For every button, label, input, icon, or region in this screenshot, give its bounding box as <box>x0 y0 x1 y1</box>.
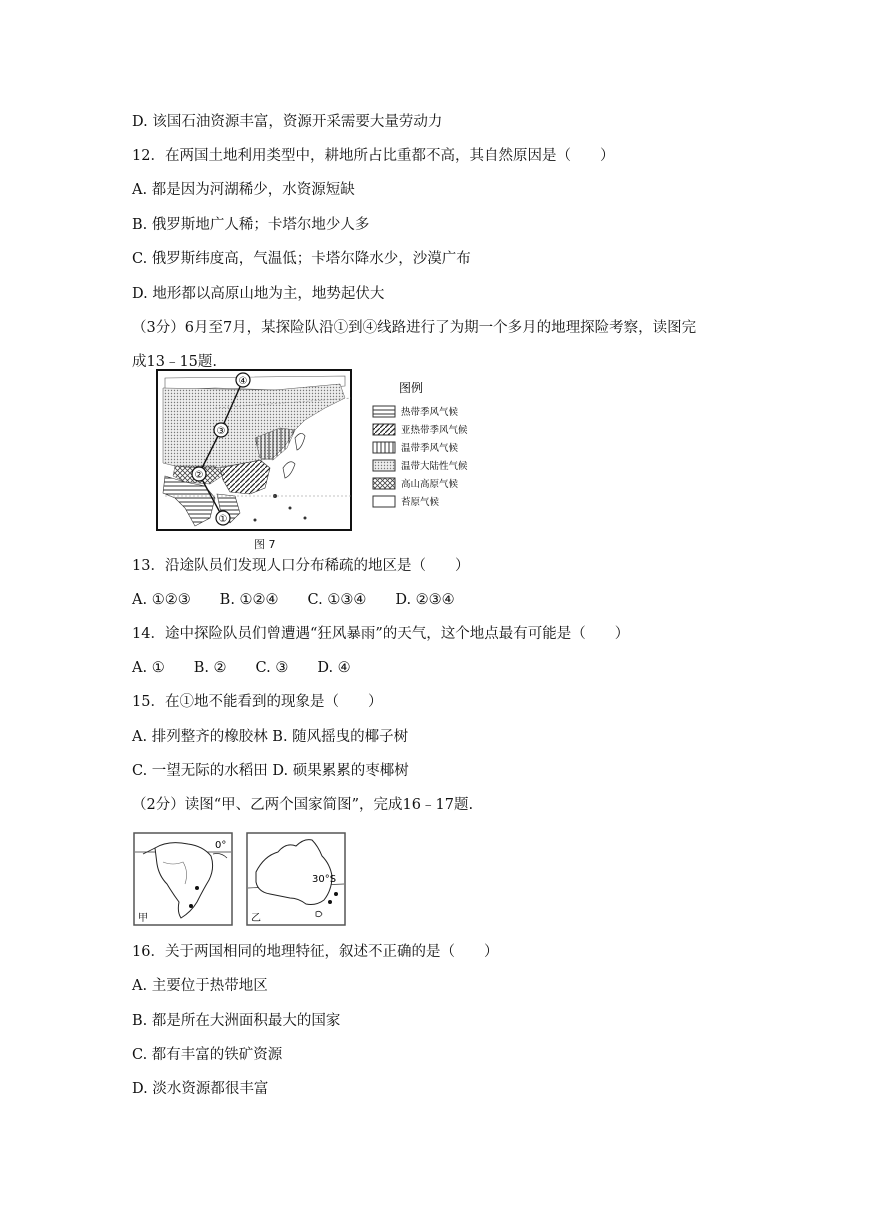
svg-text:④: ④ <box>238 376 248 387</box>
legend-item-temperate-continental: 温带大陆性气候 <box>401 461 468 472</box>
latitude-label-30s: 30°S <box>312 874 337 885</box>
figure-country-yi <box>246 832 346 926</box>
intro-13-15-line2: 成13﹣15题. <box>132 354 218 370</box>
q13-options: A. ①②③ B. ①②④ C. ①③④ D. ②③④ <box>132 592 455 608</box>
q16-option-c: C. 都有丰富的铁矿资源 <box>132 1047 283 1063</box>
q12-stem: 12．在两国土地利用类型中，耕地所占比重都不高，其自然原因是（ ） <box>132 148 615 164</box>
legend-item-tropical-monsoon: 热带季风气候 <box>401 407 459 418</box>
q16-option-d: D. 淡水资源都很丰富 <box>132 1081 269 1097</box>
legend-item-plateau: 高山高原气候 <box>401 479 459 490</box>
route-point-4 <box>236 373 250 387</box>
q16-option-b: B. 都是所在大洲面积最大的国家 <box>132 1013 341 1029</box>
q15-option-ab: A. 排列整齐的橡胶林 B. 随风摇曳的椰子树 <box>132 729 409 745</box>
city-dot <box>189 904 193 908</box>
legend-item-subtropical-monsoon: 亚热带季风气候 <box>401 425 468 436</box>
q12-option-b: B. 俄罗斯地广人稀；卡塔尔地少人多 <box>132 217 370 233</box>
map-legend <box>373 380 468 508</box>
q12-option-c: C. 俄罗斯纬度高，气温低；卡塔尔降水少，沙漠广布 <box>132 251 471 267</box>
q13-stem: 13．沿途队员们发现人口分布稀疏的地区是（ ） <box>132 558 470 574</box>
q15-option-cd: C. 一望无际的水稻田 D. 硕果累累的枣椰树 <box>132 763 409 779</box>
route-point-2 <box>192 467 206 481</box>
svg-text:③: ③ <box>216 426 226 437</box>
latitude-label-0: 0° <box>215 840 227 851</box>
figure-7-caption: 图 7 <box>254 538 276 551</box>
q12-option-a: A. 都是因为河湖稀少，水资源短缺 <box>132 182 355 198</box>
island-outline <box>316 911 322 916</box>
q12-option-d: D. 地形都以高原山地为主，地势起伏大 <box>132 286 385 302</box>
label-yi: 乙 <box>251 913 261 924</box>
q14-stem: 14．途中探险队员们曾遭遇“狂风暴雨”的天气，这个地点最有可能是（ ） <box>132 626 630 642</box>
legend-title: 图例 <box>399 381 424 395</box>
q16-option-a: A. 主要位于热带地区 <box>132 978 268 994</box>
route-point-3 <box>214 423 228 437</box>
q15-stem: 15．在①地不能看到的现象是（ ） <box>132 694 383 710</box>
q16-stem: 16．关于两国相同的地理特征，叙述不正确的是（ ） <box>132 944 499 960</box>
q11-option-d: D. 该国石油资源丰富，资源开采需要大量劳动力 <box>132 114 443 130</box>
city-dot <box>328 900 332 904</box>
figure-7 <box>155 368 475 550</box>
route-point-1 <box>216 511 230 525</box>
q14-options: A. ① B. ② C. ③ D. ④ <box>132 660 351 676</box>
svg-text:②: ② <box>194 470 204 481</box>
legend-item-temperate-monsoon: 温带季风气候 <box>401 443 459 454</box>
intro-13-15-line1: （3分）6月至7月，某探险队沿①到④线路进行了为期一个多月的地理探险考察，读图完 <box>132 320 697 336</box>
intro-16-17: （2分）读图“甲、乙两个国家简图”，完成16﹣17题. <box>132 797 474 813</box>
figure-country-jia <box>133 832 233 926</box>
city-dot <box>195 886 199 890</box>
svg-text:①: ① <box>218 514 228 525</box>
city-dot <box>334 892 338 896</box>
legend-item-tundra: 苔原气候 <box>401 497 440 508</box>
label-jia: 甲 <box>138 913 148 924</box>
